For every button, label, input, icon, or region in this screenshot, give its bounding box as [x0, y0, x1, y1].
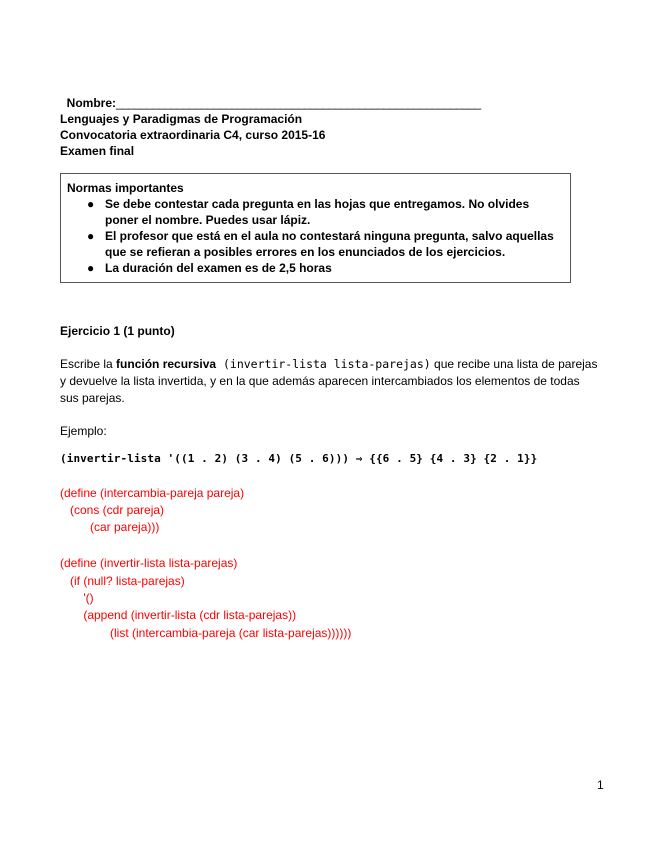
solution-line: (cons (cdr pareja)	[60, 503, 165, 517]
course-title: Lenguajes y Paradigmas de Programación	[60, 112, 303, 126]
bullet-icon: ●	[87, 229, 95, 243]
bullet-icon: ●	[87, 261, 95, 275]
rule-item: ● La duración del examen es de 2,5 horas	[87, 261, 332, 275]
example-code: (invertir-lista '((1 . 2) (3 . 4) (5 . 6))) ⇒ {{6 . 5} {4 . 3} {2 . 1}}	[60, 452, 538, 465]
bullet-icon: ●	[87, 197, 95, 211]
rule-item: ● Se debe contestar cada pregunta en las hojas que entregamos. No olvides poner el nombre. Puedes usar lápiz.	[87, 197, 530, 227]
exercise-title: Ejercicio 1 (1 punto)	[60, 324, 175, 338]
rules-box	[60, 173, 571, 283]
name-line: ____________________________________________________________	[116, 96, 481, 110]
solution-line: (append (invertir-lista (cdr lista-parejas))	[60, 608, 297, 622]
solution-line: (list (intercambia-pareja (car lista-parejas))))))	[60, 626, 352, 640]
solution-line: (define (intercambia-pareja pareja)	[60, 486, 245, 500]
solution-line: (car pareja)))	[60, 520, 160, 534]
rules-list	[61, 196, 560, 276]
exercise-statement: Escribe la función recursiva (invertir-lista lista-parejas) que recibe una lista de parejas y devuelve la lista invertida, y en la que además aparecen intercambiados los elementos de todas sus parejas.	[60, 357, 598, 405]
page-number: 1	[597, 778, 604, 792]
highlight-recursive: función recursiva	[116, 357, 217, 371]
rules-title: Normas importantes	[67, 181, 184, 195]
solution-line: (define (invertir-lista lista-parejas)	[60, 556, 238, 570]
example-label: Ejemplo:	[60, 424, 107, 438]
exam-session: Convocatoria extraordinaria C4, curso 2015-16	[60, 128, 326, 142]
inline-code: (invertir-lista lista-parejas)	[216, 357, 431, 371]
exam-type: Examen final	[60, 144, 135, 158]
solution-line: (if (null? lista-parejas)	[60, 574, 185, 588]
solution-line: '()	[60, 591, 94, 605]
rule-item: ● El profesor que está en el aula no contestará ninguna pregunta, salvo aquellas que se refieran a posibles errores en los enunciados de los ejercicios.	[87, 229, 554, 259]
name-label: Nombre:____________________________________________________________	[66, 96, 481, 110]
